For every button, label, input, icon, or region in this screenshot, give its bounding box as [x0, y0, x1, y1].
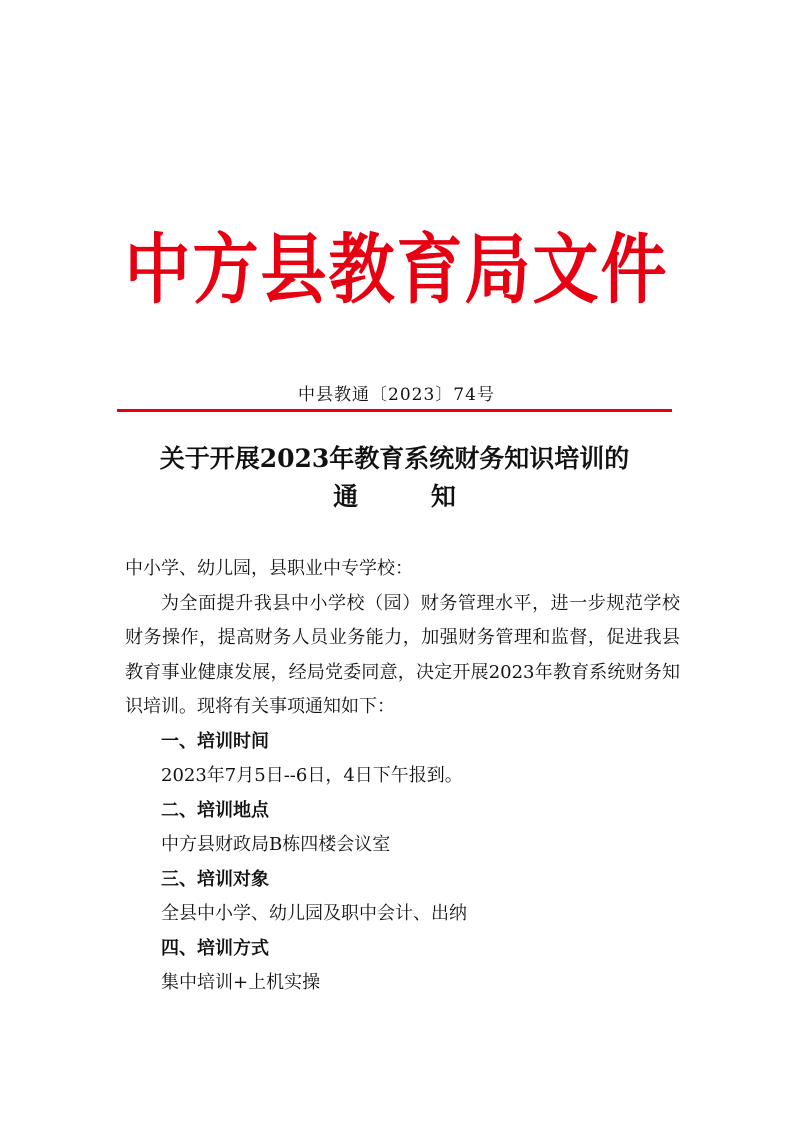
- section-content-participants: 全县中小学、幼儿园及职中会计、出纳: [161, 903, 467, 924]
- section-content-method: 集中培训+上机实操: [161, 972, 321, 993]
- section-content-location: 中方县财政局B栋四楼会议室: [161, 834, 391, 855]
- notice-body: [125, 552, 680, 1001]
- section-heading-participants: 三、培训对象: [161, 868, 269, 890]
- addressee: 中小学、幼儿园，县职业中专学校：: [125, 558, 413, 579]
- section-content-time: 2023年7月5日--6日，4日下午报到。: [161, 765, 463, 786]
- section-heading-location: 二、培训地点: [161, 799, 269, 821]
- section-heading-time: 一、培训时间: [161, 730, 269, 752]
- red-divider-line: [117, 409, 672, 412]
- document-number: 中县教通〔2023〕74号: [298, 385, 495, 405]
- notice-title-line-1: 关于开展2023年教育系统财务知识培训的: [159, 444, 630, 473]
- notice-title-line-2: 通 知: [333, 482, 488, 511]
- intro-paragraph: 为全面提升我县中小学校（园）财务管理水平，进一步规范学校财务操作，提高财务人员业务能力，加强财务管理和监督，促进我县教育事业健康发展，经局党委同意，决定开展2023年教育系统财务知识培训。现将有关事项通知如下：: [125, 592, 680, 717]
- section-heading-method: 四、培训方式: [161, 937, 269, 959]
- notice-title: [117, 440, 672, 516]
- document-header-title: 中方县教育局文件: [124, 224, 669, 315]
